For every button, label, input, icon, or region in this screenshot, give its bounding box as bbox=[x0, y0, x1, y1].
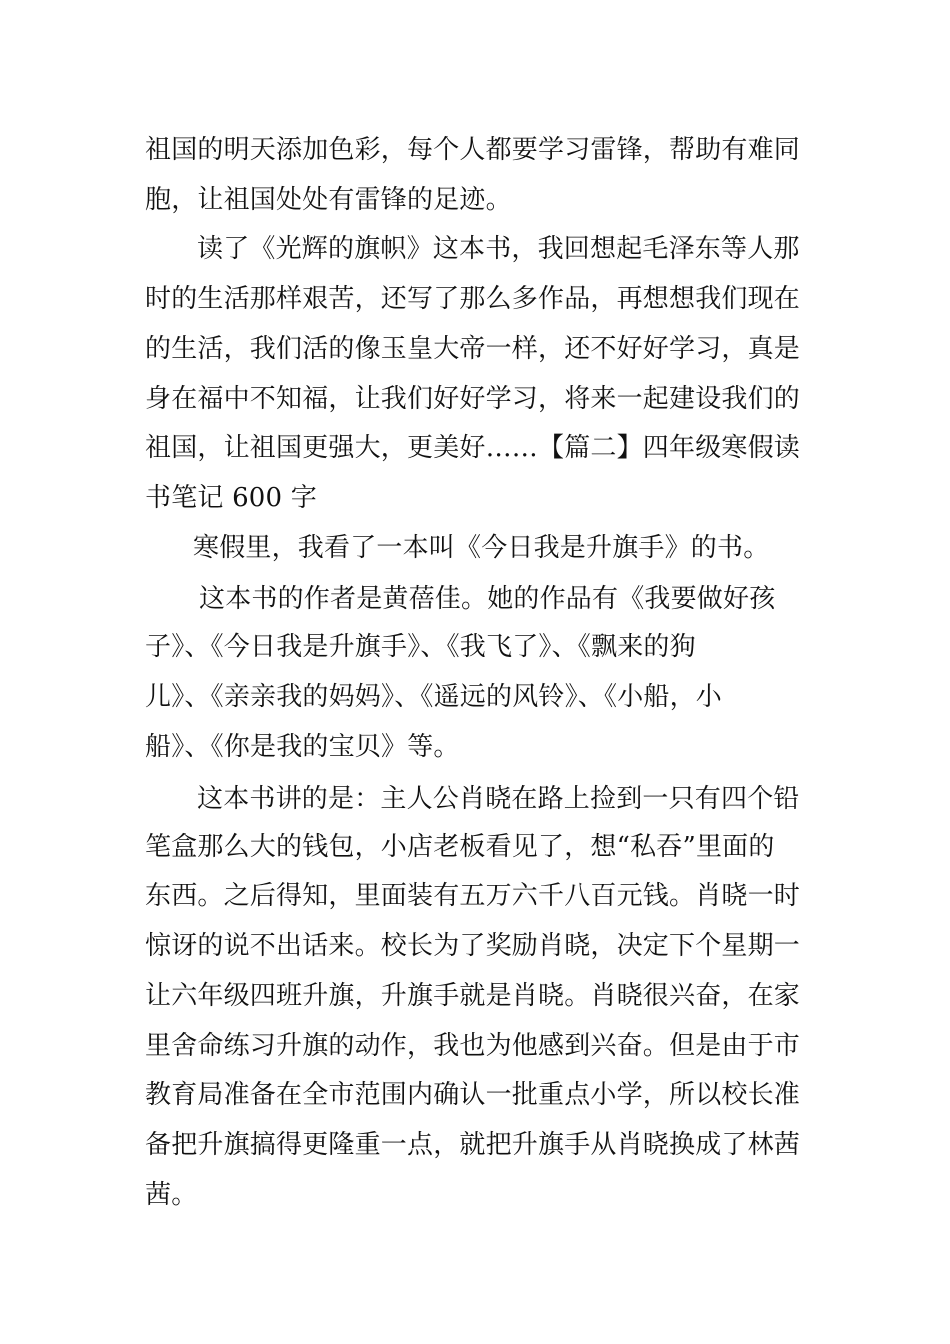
paragraph-start-line: 这本书的作者是黄蓓佳。她的作品有《我要做好孩 bbox=[199, 584, 776, 614]
text-line: 胞，让祖国处处有雷锋的足迹。 bbox=[145, 185, 512, 215]
paragraph-start-line: 这本书讲的是：主人公肖晓在路上捡到一只有四个铅 bbox=[197, 784, 800, 814]
text-line: 让六年级四班升旗，升旗手就是肖晓。肖晓很兴奋，在家 bbox=[145, 981, 801, 1011]
paragraph-start-line: 读了《光辉的旗帜》这本书，我回想起毛泽东等人那 bbox=[197, 234, 800, 264]
text-line: 儿》、《亲亲我的妈妈》、《遥远的风铃》、《小船，小 bbox=[145, 682, 723, 712]
text-line: 茜。 bbox=[145, 1180, 198, 1210]
text-line: 教育局准备在全市范围内确认一批重点小学，所以校长准 bbox=[145, 1080, 801, 1110]
text-line: 备把升旗搞得更隆重一点，就把升旗手从肖晓换成了林茜 bbox=[145, 1130, 801, 1160]
text-line: 船》、《你是我的宝贝》等。 bbox=[145, 732, 460, 762]
text-line: 书笔记 600 字 bbox=[145, 483, 317, 513]
text-line: 时的生活那样艰苦，还写了那么多作品，再想想我们现在 bbox=[145, 284, 801, 314]
text-line: 惊讶的说不出话来。校长为了奖励肖晓，决定下个星期一 bbox=[145, 931, 801, 961]
text-line: 身在福中不知福，让我们好好学习，将来一起建设我们的 bbox=[145, 384, 801, 414]
text-line: 子》、《今日我是升旗手》、《我飞了》、《飘来的狗 bbox=[145, 632, 696, 662]
text-line: 祖国的明天添加色彩，每个人都要学习雷锋，帮助有难同 bbox=[145, 135, 801, 165]
text-line: 东西。之后得知，里面装有五万六千八百元钱。肖晓一时 bbox=[145, 881, 801, 911]
text-line: 祖国，让祖国更强大，更美好……【篇二】四年级寒假读 bbox=[145, 433, 801, 463]
text-line: 的生活，我们活的像玉皇大帝一样，还不好好学习，真是 bbox=[145, 334, 801, 364]
text-line: 笔盒那么大的钱包，小店老板看见了，想“私吞”里面的 bbox=[145, 832, 775, 862]
paragraph-start-line: 寒假里，我看了一本叫《今日我是升旗手》的书。 bbox=[193, 533, 770, 563]
text-line: 里舍命练习升旗的动作，我也为他感到兴奋。但是由于市 bbox=[145, 1031, 801, 1061]
